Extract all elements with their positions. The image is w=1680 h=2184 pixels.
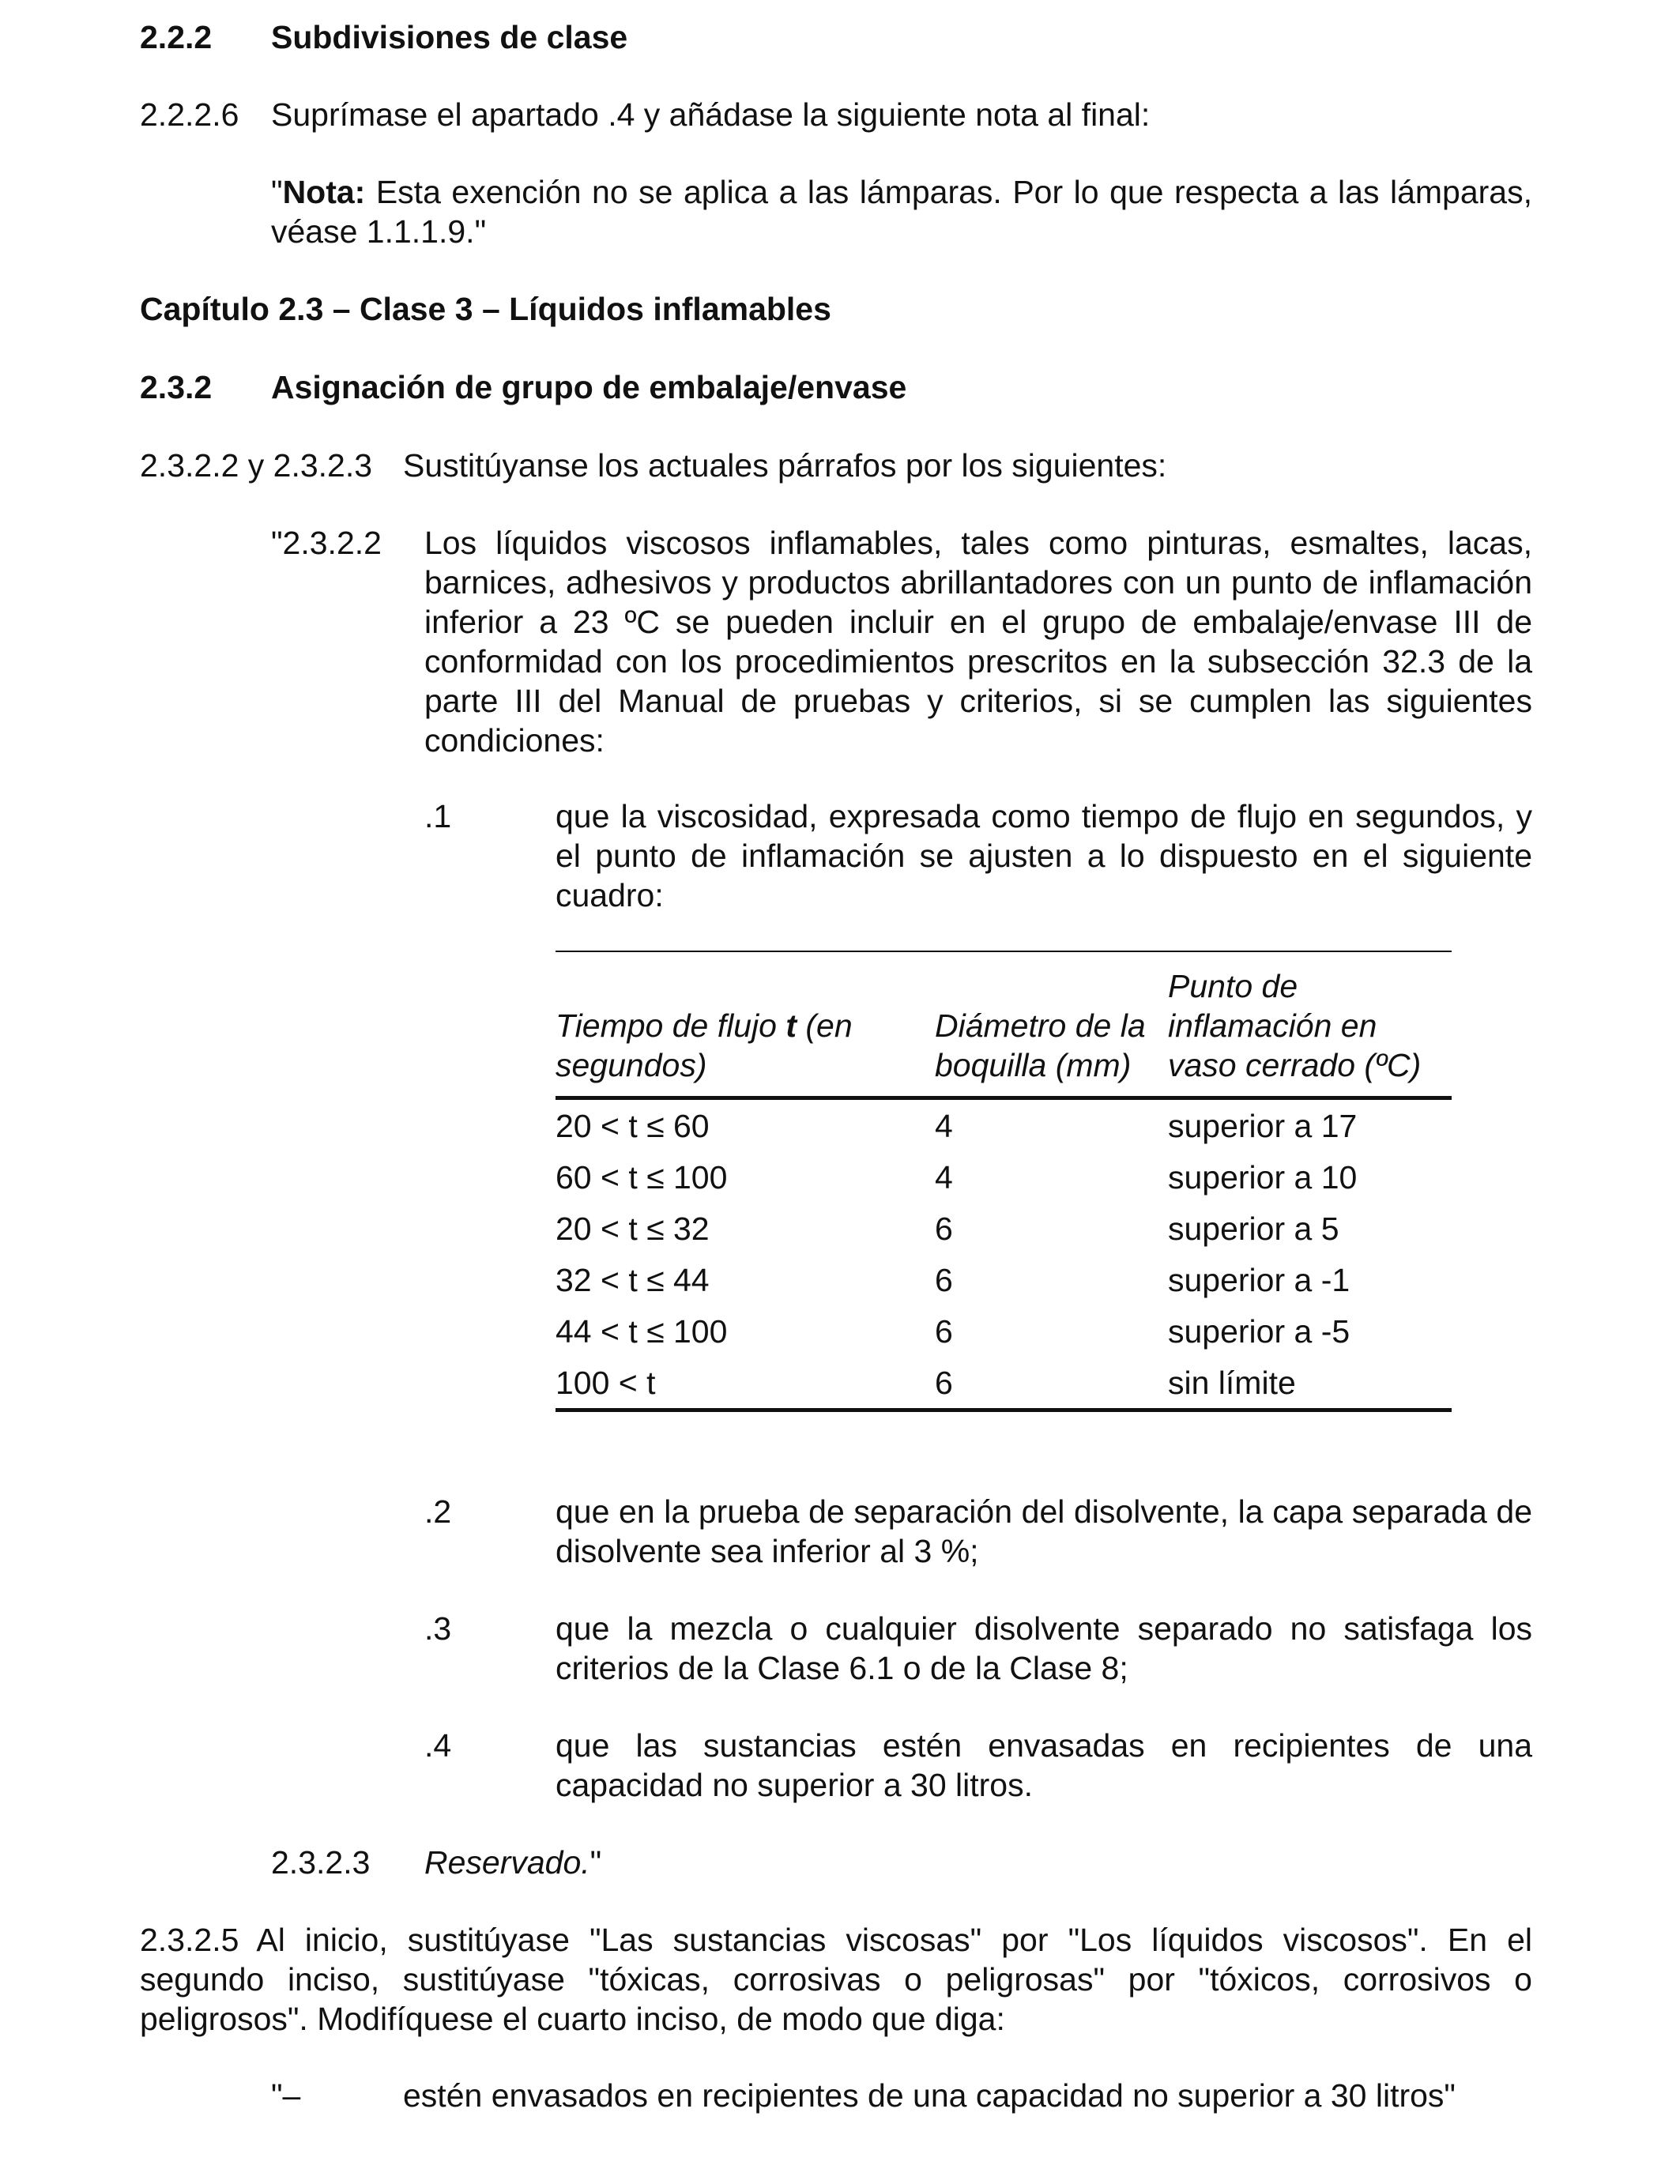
table-cell: superior a 5 [1168, 1210, 1339, 1247]
item-number-3: .3 [424, 1610, 452, 1647]
inner-text-2-3-2-2: Los líquidos viscosos inflamables, tales como pinturas, esmaltes, lacas, barnices, adhesivos y productos abrillantadores con un punto de inflamación inferior a 23 ºC se pueden incluir en el grupo de embalaje/envase III de conformidad con los procedimientos prescritos en la subsección 32.3 de la parte III del Manual de pruebas y criterios, si se cumplen las siguientes condiciones: [424, 525, 1532, 759]
note-paragraph [271, 172, 1532, 251]
table-cell: 100 < t [556, 1357, 935, 1410]
item-text-4: que las sustancias estén envasadas en recipientes de una capacidad no superior a 30 litros. [556, 1727, 1532, 1803]
table-header-row [556, 951, 1452, 1098]
table-row [556, 1254, 1452, 1305]
flow-time-table [556, 951, 1452, 1412]
table-row [556, 1305, 1452, 1357]
table-cell: superior a 10 [1168, 1158, 1358, 1196]
table-row [556, 1357, 1452, 1410]
paragraph-ref-2-3-2-2: 2.3.2.2 y 2.3.2.3 [140, 447, 373, 484]
table-row [556, 1203, 1452, 1254]
table-cell: 44 < t ≤ 100 [556, 1312, 728, 1350]
item-text-1: que la viscosidad, expresada como tiempo de flujo en segundos, y el punto de inflamación se ajusten a lo dispuesto en el siguiente cuadro: [556, 798, 1532, 913]
paragraph-text-2-2-2-6: Suprímase el apartado .4 y añádase la siguiente nota al final: [271, 96, 1151, 133]
table-cell: 20 < t ≤ 60 [556, 1107, 710, 1144]
table-cell: 6 [935, 1210, 953, 1247]
item-number-2: .2 [424, 1493, 452, 1530]
table-cell: superior a -1 [1168, 1261, 1350, 1298]
paragraph-number-2-2-2-6: 2.2.2.6 [140, 96, 239, 133]
table-cell: 32 < t ≤ 44 [556, 1261, 710, 1298]
table-cell: 6 [935, 1261, 953, 1298]
table-header-flash-point: Punto de inflamación en vaso cerrado (ºC) [1168, 968, 1422, 1083]
note-text: Esta exención no se aplica a las lámparas. Por lo que respecta a las lámparas, véase 1.1.1.9." [271, 174, 1532, 250]
paragraph-text-2-3-2-3: Reservado." [424, 1844, 602, 1881]
note-label: Nota: [282, 174, 366, 210]
table-cell: superior a -5 [1168, 1312, 1350, 1350]
item-number-1: .1 [424, 798, 452, 834]
table-row [556, 1098, 1452, 1152]
item-text-2: que en la prueba de separación del disolvente, la capa separada de disolvente sea inferior al 3 %; [556, 1493, 1532, 1569]
item-number-4: .4 [424, 1727, 452, 1764]
table-cell: sin límite [1168, 1357, 1452, 1410]
paragraph-number-2-3-2-3: 2.3.2.3 [271, 1844, 371, 1881]
table-cell: 4 [935, 1107, 953, 1144]
section-number-2-2-2: 2.2.2 [140, 19, 213, 55]
final-dash: "– [271, 2077, 301, 2114]
item-text-3: que la mezcla o cualquier disolvente separado no satisfaga los criterios de la Clase 6.1 o de la Clase 8; [556, 1610, 1532, 1686]
table-row [556, 1151, 1452, 1203]
table-header-nozzle-diameter: Diámetro de la boquilla (mm) [935, 1007, 1146, 1083]
table-cell: superior a 17 [1168, 1107, 1358, 1144]
paragraph-text-2-3-2-5: Al inicio, sustitúyase "Las sustancias viscosas" por "Los líquidos viscosos". En el segundo inciso, sustitúyase "tóxicas, corrosivas o peligrosas" por "tóxicos, corrosivos o peligrosos". Modifíquese el cuarto inciso, de modo que diga: [140, 1922, 1532, 2037]
table-header-flow-time: Tiempo de flujo t (en segundos) [556, 1007, 853, 1083]
section-title-2-2-2: Subdivisiones de clase [271, 19, 628, 55]
table-cell: 20 < t ≤ 32 [556, 1210, 710, 1247]
chapter-heading: Capítulo 2.3 – Clase 3 – Líquidos inflamables [140, 291, 831, 327]
final-text: estén envasados en recipientes de una capacidad no superior a 30 litros" [403, 2077, 1456, 2114]
note-open-quote: " [271, 174, 283, 210]
table-cell: 6 [935, 1357, 1168, 1410]
inner-number-2-3-2-2: "2.3.2.2 [271, 525, 382, 561]
section-number-2-3-2: 2.3.2 [140, 369, 213, 405]
paragraph-2-3-2-5 [140, 1920, 1532, 2039]
paragraph-number-2-3-2-5: 2.3.2.5 [140, 1922, 239, 1958]
paragraph-text-2-3-2-2: Sustitúyanse los actuales párrafos por los siguientes: [403, 447, 1167, 484]
table-cell: 4 [935, 1158, 953, 1196]
table-cell: 6 [935, 1312, 953, 1350]
section-title-2-3-2: Asignación de grupo de embalaje/envase [271, 369, 907, 405]
table-cell: 60 < t ≤ 100 [556, 1158, 728, 1196]
